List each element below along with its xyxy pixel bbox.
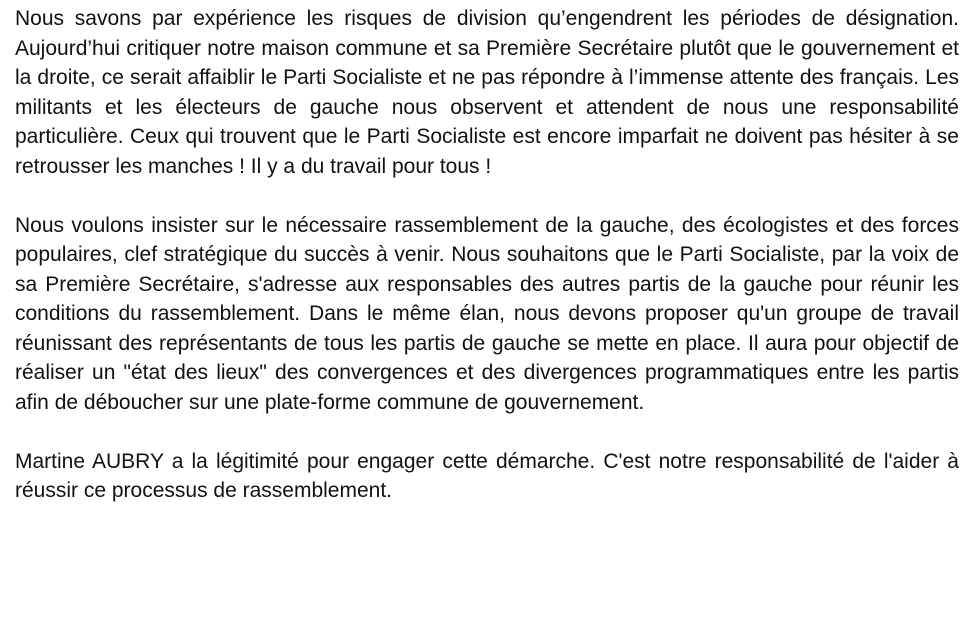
paragraph-left-rally: Nous voulons insister sur le nécessaire rassemblement de la gauche, des écologistes et des forces populaires, clef stratégique du succès à venir. Nous souhaitons que le Parti Socialiste, par la voix de sa Première Secrétaire, s'adresse aux responsables des autres partis de la gauche pour réunir les conditions du rassemblement. Dans le même élan, nous devons proposer qu'un groupe de travail réunissant des représentants de tous les partis de gauche se mette en place. Il aura pour objectif de réaliser un "état des lieux" des convergences et des divergences programmatiques entre les partis afin de déboucher sur une plate-forme commune de gouvernement. <box>15 213 959 414</box>
paragraph-aubry-legitimacy: Martine AUBRY a la légitimité pour engager cette démarche. C'est notre responsabilité de l'aider à réussir ce processus de rassemblement. <box>15 449 959 502</box>
paragraph-division-risks: Nous savons par expérience les risques de division qu’engendrent les périodes de désignation. Aujourd’hui critiquer notre maison commune et sa Première Secrétaire plutôt que le gouvernement et la droite, ce serait affaiblir le Parti Socialiste et ne pas répondre à l’immense attente des français. Les militants et les électeurs de gauche nous observent et attendent de nous une responsabilité particulière. Ceux qui trouvent que le Parti Socialiste est encore imparfait ne doivent pas hésiter à se retrousser les manches ! Il y a du travail pour tous ! <box>15 7 959 178</box>
